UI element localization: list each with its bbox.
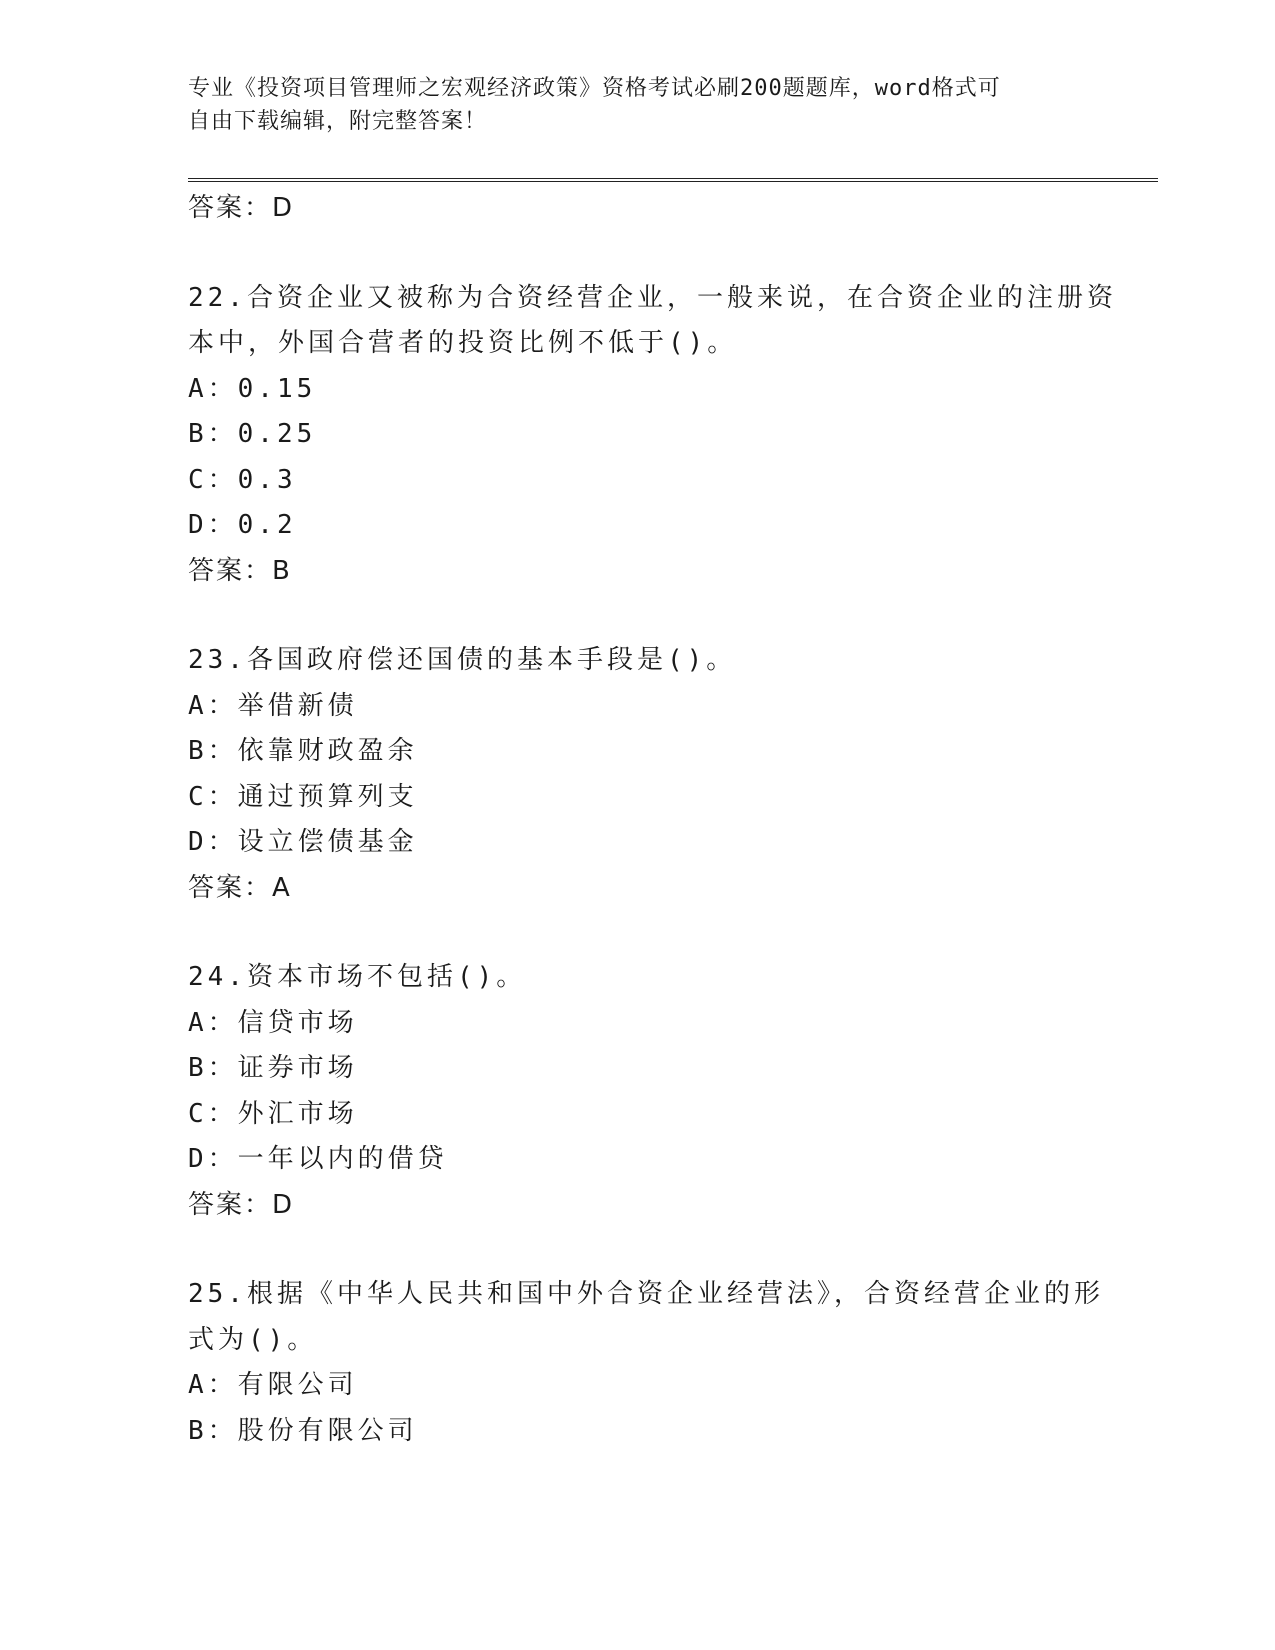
option-b: B：依靠财政盈余 — [188, 736, 418, 766]
question-text: 23.各国政府偿还国债的基本手段是()。 — [188, 645, 737, 675]
option-a: A：0.15 — [188, 373, 317, 404]
page-header — [188, 72, 1068, 138]
option-b: B：股份有限公司 — [188, 1415, 418, 1446]
answer-line: 答案：D — [188, 193, 295, 223]
option-a: A：有限公司 — [188, 1370, 358, 1400]
spacer — [188, 594, 1088, 638]
question-block — [188, 638, 1088, 911]
question-block — [188, 1272, 1104, 1454]
question-block — [188, 276, 1117, 595]
header-line-1: 专业《投资项目管理师之宏观经济政策》资格考试必刷200题题库，word格式可 — [188, 76, 1001, 101]
answer-line: 答案：B — [188, 555, 292, 586]
option-a: A：信贷市场 — [188, 1007, 358, 1038]
spacer — [188, 1228, 1088, 1272]
spacer — [188, 232, 1088, 276]
question-text: 24.资本市场不包括()。 — [188, 962, 527, 992]
question-list — [188, 186, 1117, 1454]
option-d: D：设立偿债基金 — [188, 827, 418, 857]
option-b: B：0.25 — [188, 419, 317, 449]
question-text: 22.合资企业又被称为合资经营企业，一般来说，在合资企业的注册资 — [188, 282, 1117, 313]
option-d: D：一年以内的借贷 — [188, 1144, 448, 1174]
question-text: 本中，外国合营者的投资比例不低于()。 — [188, 328, 738, 358]
question-block — [188, 955, 1088, 1228]
option-c: C：通过预算列支 — [188, 781, 418, 812]
option-c: C：外汇市场 — [188, 1098, 358, 1129]
question-text: 25.根据《中华人民共和国中外合资企业经营法》，合资经营企业的形 — [188, 1279, 1104, 1309]
option-c: C：0.3 — [188, 464, 297, 495]
answer-line: 答案：A — [188, 872, 292, 903]
option-d: D：0.2 — [188, 510, 297, 540]
header-line-2: 自由下载编辑，附完整答案！ — [188, 109, 488, 134]
header-divider — [188, 178, 1158, 182]
answer-line: 答案：D — [188, 1189, 295, 1220]
question-text: 式为()。 — [188, 1324, 318, 1355]
option-b: B：证券市场 — [188, 1053, 358, 1083]
spacer — [188, 911, 1088, 955]
option-a: A：举借新债 — [188, 690, 358, 721]
